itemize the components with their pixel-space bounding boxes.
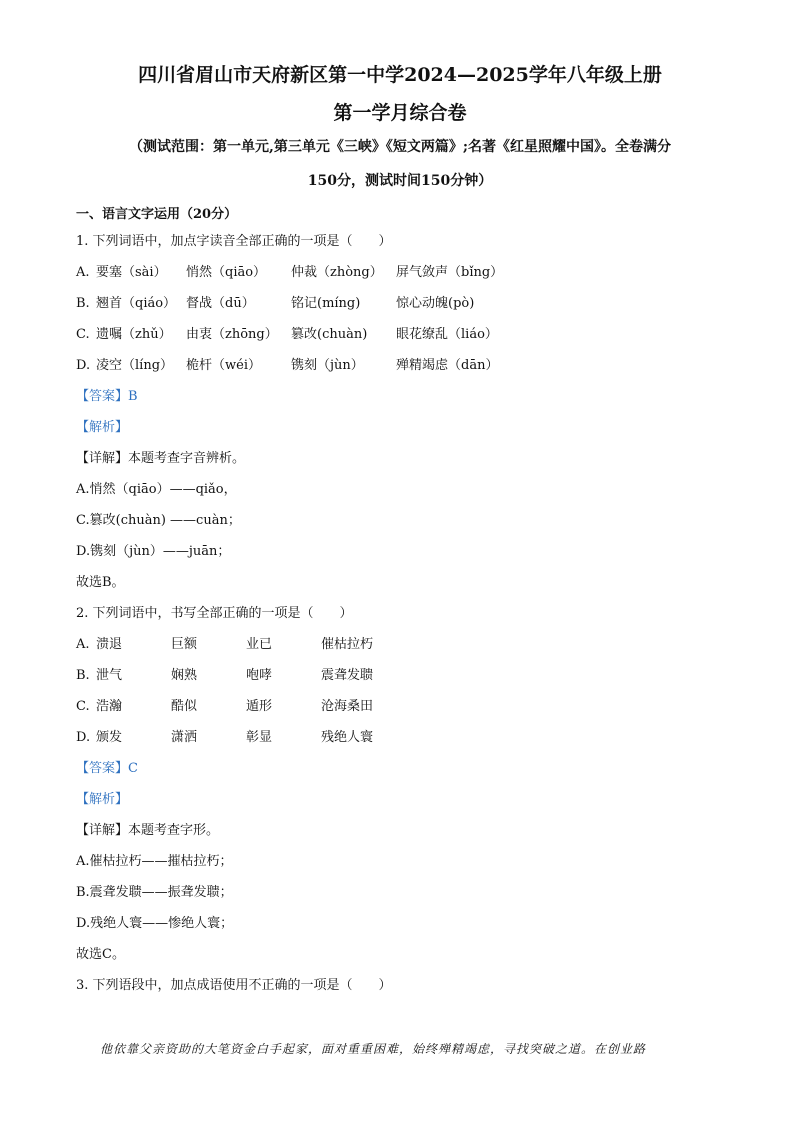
option-letter: D. — [76, 730, 91, 745]
q2-note: A.催枯拉朽——摧枯拉朽； — [76, 854, 233, 869]
option-word: 篡改(chuàn) — [291, 327, 368, 342]
option-word: 催枯拉朽 — [321, 637, 374, 652]
q2-detail: 【详解】本题考查字形。 — [76, 823, 220, 838]
scope-line-2: 150分，测试时间150分钟） — [307, 173, 493, 189]
option-letter: D. — [76, 358, 91, 373]
option-word: 遗嘱（zhǔ） — [96, 327, 172, 342]
option-letter: B. — [76, 296, 90, 311]
q1-option-b — [76, 288, 724, 319]
option-letter: B. — [76, 668, 90, 683]
option-word: 沧海桑田 — [321, 699, 374, 714]
option-word: 殚精竭虑（dān） — [396, 358, 499, 373]
option-word: 由衷（zhōng） — [186, 327, 278, 342]
q2-option-d — [76, 722, 724, 753]
option-word: 咆哮 — [246, 668, 273, 683]
option-word: 眼花缭乱（liáo） — [396, 327, 498, 342]
option-word: 泄气 — [96, 668, 123, 683]
option-letter: A. — [76, 265, 90, 280]
option-word: 督战（dū） — [186, 296, 255, 311]
q1-note: C.篡改(chuàn) ——cuàn； — [76, 513, 241, 528]
q2-option-b — [76, 660, 724, 691]
option-word: 浩瀚 — [96, 699, 123, 714]
option-word: 翘首（qiáo） — [96, 296, 177, 311]
q1-option-c — [76, 319, 724, 350]
option-letter: C. — [76, 327, 90, 342]
q2-note: D.残绝人寰——惨绝人寰； — [76, 916, 234, 931]
q1-stem: 1. 下列词语中，加点字读音全部正确的一项是（ ） — [76, 234, 392, 249]
q2-stem: 2. 下列词语中，书写全部正确的一项是（ ） — [76, 606, 353, 621]
option-word: 镌刻（jùn） — [291, 358, 364, 373]
option-word: 惊心动魄(pò) — [396, 296, 475, 311]
option-word: 震聋发聩 — [321, 668, 374, 683]
section-heading: 一、语言文字运用（20分） — [76, 207, 238, 222]
page-subtitle: 第一学月综合卷 — [333, 102, 467, 124]
option-word: 凌空（líng） — [96, 358, 174, 373]
q1-option-a — [76, 257, 724, 288]
option-word: 巨额 — [171, 637, 198, 652]
q2-analysis-label: 【解析】 — [76, 792, 129, 807]
option-word: 业已 — [246, 637, 273, 652]
q2-option-c — [76, 691, 724, 722]
option-word: 铭记(míng) — [291, 296, 361, 311]
option-letter: C. — [76, 699, 90, 714]
option-word: 悄然（qiāo） — [186, 265, 267, 280]
option-word: 屏气敛声（bǐng） — [396, 265, 504, 280]
option-word: 彰显 — [246, 730, 273, 745]
q1-note: D.镌刻（jùn）——juān； — [76, 544, 231, 559]
q1-detail: 【详解】本题考查字音辨析。 — [76, 451, 246, 466]
option-word: 溃退 — [96, 637, 123, 652]
scope-line-1: （测试范围：第一单元,第三单元《三峡》《短文两篇》;名著《红星照耀中国》。全卷满分 — [128, 139, 672, 155]
q1-analysis-label: 【解析】 — [76, 420, 129, 435]
q2-note: 故选C。 — [76, 947, 125, 962]
option-word: 遁形 — [246, 699, 273, 714]
q3-passage: 他依靠父亲资助的大笔资金白手起家，面对重重困难，始终殚精竭虑，寻找突破之道。在创业路 — [100, 1042, 647, 1056]
option-word: 残绝人寰 — [321, 730, 374, 745]
q2-option-a — [76, 629, 724, 660]
q1-answer: 【答案】B — [76, 389, 138, 404]
q2-answer: 【答案】C — [76, 761, 138, 776]
option-word: 颁发 — [96, 730, 123, 745]
option-word: 娴熟 — [171, 668, 198, 683]
option-letter: A. — [76, 637, 90, 652]
option-word: 要塞（sài） — [96, 265, 167, 280]
option-word: 仲裁（zhòng） — [291, 265, 383, 280]
q1-option-d — [76, 350, 724, 381]
q2-note: B.震聋发聩——振聋发聩； — [76, 885, 233, 900]
q3-stem: 3. 下列语段中，加点成语使用不正确的一项是（ ） — [76, 978, 392, 993]
q1-note: A.悄然（qiāo）——qiǎo， — [76, 482, 237, 497]
option-word: 潇洒 — [171, 730, 198, 745]
option-word: 酷似 — [171, 699, 198, 714]
option-word: 桅杆（wéi） — [186, 358, 261, 373]
q1-note: 故选B。 — [76, 575, 125, 590]
page-title: 四川省眉山市天府新区第一中学2024—2025学年八年级上册 — [138, 64, 662, 86]
